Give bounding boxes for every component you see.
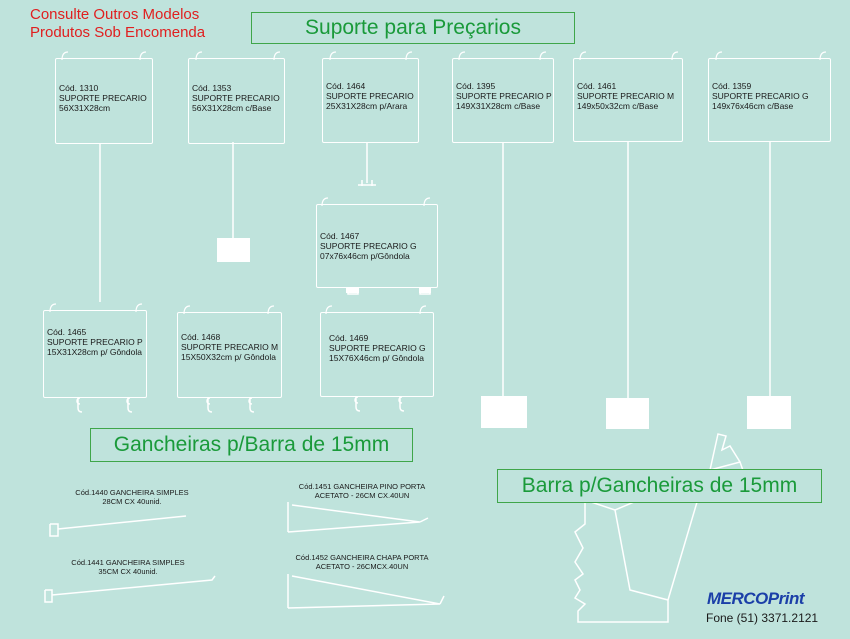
size-1353: 56X31X28cm c/Base	[192, 103, 272, 113]
name-1464: SUPORTE PRECARIO	[326, 91, 414, 101]
code-1461: Cód. 1461	[577, 81, 617, 91]
code-1467: Cód. 1467	[320, 231, 360, 241]
hook-1452-line2: ACETATO - 26CMCX.40UN	[315, 562, 409, 571]
mercoprint-logo: MERCOPrint	[707, 589, 804, 608]
hook-1441-line2: 35CM CX 40unid.	[98, 567, 158, 576]
name-1310: SUPORTE PRECARIO	[59, 93, 147, 103]
gancheira-1440	[50, 516, 186, 536]
size-1310: 56X31X28cm	[59, 103, 111, 113]
code-1464: Cód. 1464	[326, 81, 366, 91]
code-1468: Cód. 1468	[181, 332, 221, 342]
hook-label-1440	[62, 488, 202, 506]
code-1310: Cód. 1310	[59, 83, 99, 93]
gondola-clip-1467-b	[419, 288, 431, 293]
gancheira-1452	[288, 574, 444, 608]
name-1353: SUPORTE PRECARIO	[192, 93, 280, 103]
code-1465: Cód. 1465	[47, 327, 87, 337]
gondola-clips-1467	[348, 288, 430, 294]
name-1359: SUPORTE PRECARIO G	[712, 91, 809, 101]
product-card-1395	[452, 58, 554, 143]
gondola-hooks-1468	[207, 398, 254, 412]
product-card-1359	[708, 58, 831, 142]
code-1353: Cód. 1353	[192, 83, 232, 93]
base-1461	[606, 398, 649, 429]
hook-1452-line1: Cód.1452 GANCHEIRA CHAPA PORTA	[295, 553, 429, 562]
hook-1451-line1: Cód.1451 GANCHEIRA PINO PORTA	[298, 482, 426, 491]
name-1461: SUPORTE PRECARIO M	[577, 91, 675, 101]
product-card-1467	[316, 204, 438, 288]
hook-label-1441	[58, 558, 198, 576]
product-card-1310	[55, 58, 153, 144]
product-card-1353	[188, 58, 285, 144]
size-1359: 149x76x46cm c/Base	[712, 101, 794, 111]
phone-number: Fone (51) 3371.2121	[706, 611, 819, 625]
size-1395: 149X31X28cm c/Base	[456, 101, 541, 111]
size-1465: 15X31X28cm p/ Gôndola	[47, 347, 142, 357]
gondola-hooks-1465	[77, 398, 132, 412]
hook-label-1452	[276, 553, 448, 571]
base-1359	[747, 396, 791, 429]
name-1395: SUPORTE PRECARIO P	[456, 91, 552, 101]
promo-line-2: Produtos Sob Encomenda	[30, 24, 206, 41]
name-1468: SUPORTE PRECARIO M	[181, 342, 279, 352]
code-1359: Cód. 1359	[712, 81, 752, 91]
title-gancheiras: Gancheiras p/Barra de 15mm	[90, 428, 413, 462]
product-card-1461	[573, 58, 683, 142]
title-barra: Barra p/Gancheiras de 15mm	[497, 469, 822, 503]
gancheira-1451	[288, 502, 428, 532]
gancheira-1441	[45, 576, 215, 602]
hook-1451-line2: ACETATO - 26CM CX.40UN	[314, 491, 410, 500]
title-suportes: Suporte para Preçarios	[251, 12, 575, 44]
size-1467: 07x76x46cm p/Gôndola	[320, 251, 410, 261]
base-1353	[217, 238, 250, 262]
hook-label-1451	[278, 482, 446, 500]
code-1469: Cód. 1469	[329, 333, 369, 343]
hook-1441-line1: Cód.1441 GANCHEIRA SIMPLES	[71, 558, 185, 567]
gondola-clip-1467-a	[346, 288, 359, 293]
name-1467: SUPORTE PRECARIO G	[320, 241, 417, 251]
size-1469: 15X76X46cm p/ Gôndola	[329, 353, 424, 363]
product-card-1468	[177, 312, 282, 398]
size-1461: 149x50x32cm c/Base	[577, 101, 659, 111]
hook-1440-line1: Cód.1440 GANCHEIRA SIMPLES	[75, 488, 189, 497]
product-card-1469	[320, 312, 434, 397]
name-1469: SUPORTE PRECARIO G	[329, 343, 426, 353]
hook-1440-line2: 28CM CX 40unid.	[102, 497, 162, 506]
size-1464: 25X31X28cm p/Arara	[326, 101, 408, 111]
promo-line-1: Consulte Outros Modelos	[30, 6, 200, 23]
code-1395: Cód. 1395	[456, 81, 496, 91]
gondola-hooks-1469	[355, 397, 404, 411]
size-1468: 15X50X32cm p/ Gôndola	[181, 352, 276, 362]
base-1395	[481, 396, 527, 428]
product-card-1464	[322, 58, 419, 143]
name-1465: SUPORTE PRECARIO P	[47, 337, 143, 347]
product-card-1465	[43, 310, 147, 398]
